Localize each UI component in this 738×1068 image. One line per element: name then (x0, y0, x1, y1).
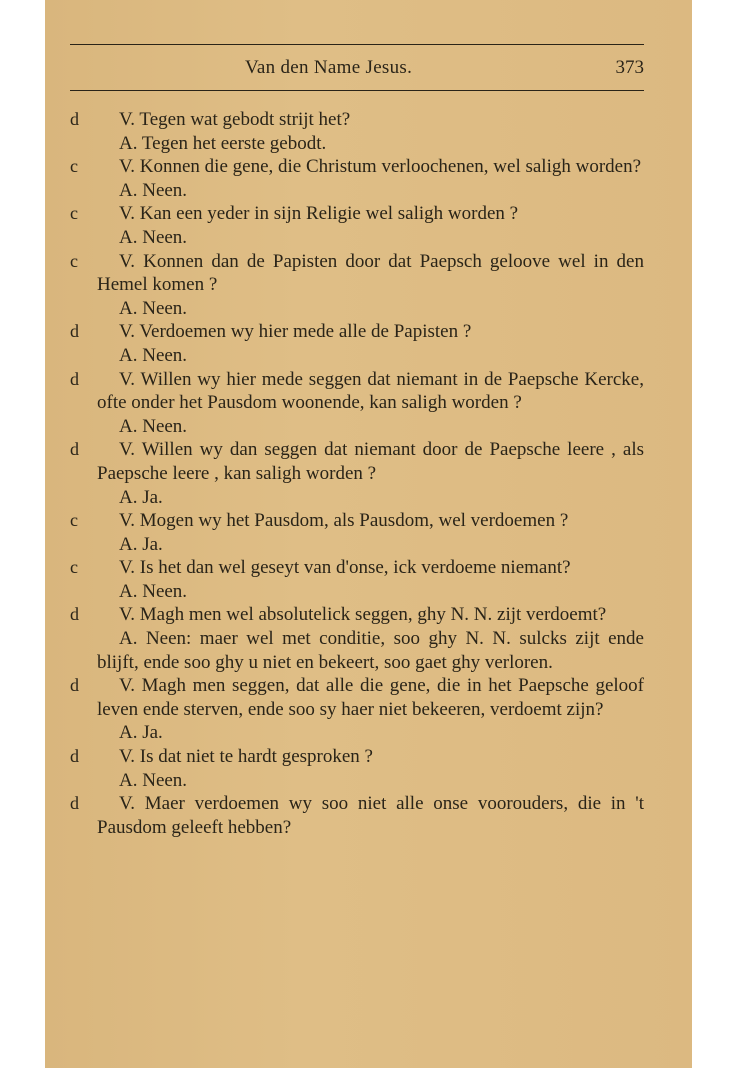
qa-entry (45, 674, 692, 745)
margin-marker: d (70, 439, 79, 460)
answer-text: A. Neen. (119, 179, 188, 201)
question-text: V. Is het dan wel geseyt van d'onse, ick verdoeme niemant? (119, 557, 571, 579)
book-page (45, 0, 692, 1068)
qa-entry (45, 155, 692, 202)
answer-text: A. Neen. (119, 226, 188, 248)
answer-text: A. Neen. (119, 415, 188, 437)
answer-text: A. Ja. (119, 533, 163, 555)
margin-marker: d (70, 675, 79, 696)
catechism-text (45, 108, 692, 839)
margin-marker: c (70, 250, 78, 271)
margin-marker: d (70, 109, 79, 129)
margin-marker: d (70, 368, 79, 389)
qa-entry (45, 108, 692, 155)
answer-text: A. Neen. (119, 769, 188, 791)
question-text: V. Willen wy hier mede seggen dat niemant in de Paepsche Kercke, ofte onder het Pausdom woonende, kan saligh worden ? (97, 368, 644, 414)
qa-entry (45, 745, 692, 792)
question-text: V. Magh men seggen, dat alle die gene, die in het Paepsche geloof leven ende sterven, ende soo sy haer niet bekeeren, verdoemt zijn? (97, 675, 644, 720)
question-text: V. Konnen die gene, die Christum verloochenen, wel saligh worden? (119, 156, 642, 178)
qa-entry (45, 320, 692, 367)
margin-marker: d (70, 746, 79, 767)
answer-text: A. Tegen het eerste gebodt. (119, 132, 327, 154)
question-text: V. Mogen wy het Pausdom, als Pausdom, wel verdoemen ? (119, 510, 569, 532)
qa-entry (45, 368, 692, 439)
margin-marker: c (70, 557, 78, 578)
question-text: V. Konnen dan de Papisten door dat Paepsch geloove wel in den Hemel komen ? (97, 250, 644, 296)
qa-entry (45, 792, 692, 839)
answer-text: A. Ja. (119, 722, 163, 744)
question-text: V. Magh men wel absolutelick seggen, ghy N. N. zijt verdoemt? (119, 604, 607, 626)
answer-text: A. Neen: maer wel met conditie, soo ghy N. N. sulcks zijt ende blijft, ende soo ghy u niet en bekeert, soo gaet ghy verloren. (97, 628, 644, 673)
header-rule-top (70, 44, 644, 45)
answer-text: A. Ja. (119, 486, 163, 508)
answer-text: A. Neen. (119, 297, 188, 319)
margin-marker: c (70, 510, 78, 531)
running-header-title: Van den Name Jesus. (245, 57, 413, 78)
qa-entry (45, 438, 692, 509)
question-text: V. Maer verdoemen wy soo niet alle onse voorouders, die in 't Pausdom geleeft hebben? (97, 793, 644, 838)
question-text: V. Kan een yeder in sijn Religie wel saligh worden ? (119, 203, 519, 225)
question-text: V. Tegen wat gebodt strijt het? (119, 109, 351, 130)
qa-entry (45, 509, 692, 556)
header-rule-bottom (70, 90, 644, 91)
qa-entry (45, 202, 692, 249)
question-text: V. Verdoemen wy hier mede alle de Papisten ? (119, 321, 472, 343)
answer-text: A. Neen. (119, 580, 188, 602)
page-number: 373 (615, 57, 644, 78)
margin-marker: c (70, 203, 78, 224)
question-text: V. Is dat niet te hardt gesproken ? (119, 746, 373, 768)
qa-entry (45, 556, 692, 603)
qa-entry (45, 250, 692, 321)
margin-marker: c (70, 156, 78, 177)
margin-marker: d (70, 793, 79, 814)
answer-text: A. Neen. (119, 344, 188, 366)
margin-marker: d (70, 604, 79, 625)
margin-marker: d (70, 321, 79, 342)
question-text: V. Willen wy dan seggen dat niemant door de Paepsche leere , als Paepsche leere , kan saligh worden ? (97, 439, 644, 484)
qa-entry (45, 603, 692, 674)
